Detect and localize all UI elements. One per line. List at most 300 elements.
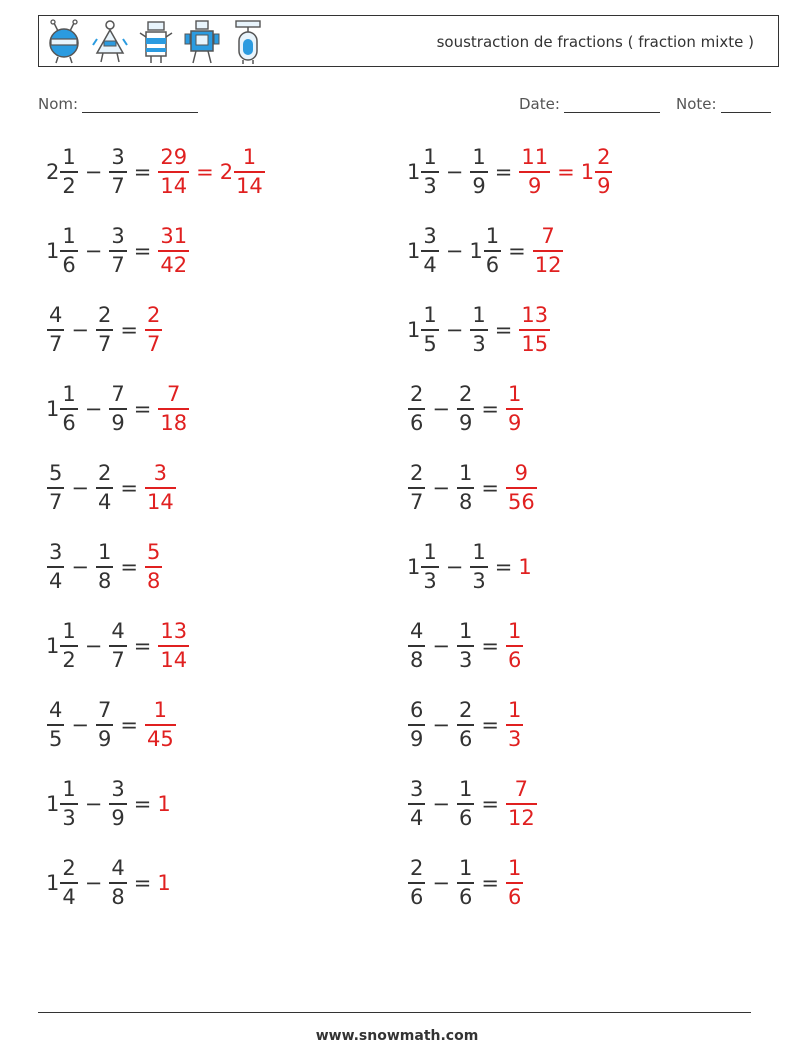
answer-value-numerator: 1 — [507, 382, 522, 407]
minuend-numerator: 1 — [62, 145, 76, 170]
minuend-denominator: 7 — [49, 489, 63, 514]
equals-sign: = — [481, 397, 499, 421]
worksheet-header — [38, 15, 779, 67]
minuend-whole: 2 — [46, 159, 60, 184]
minuend-denominator: 3 — [62, 805, 76, 830]
answer — [505, 621, 524, 671]
answer-value-fraction — [145, 463, 176, 513]
answer-mixed-whole: 2 — [219, 159, 234, 184]
minus-sign: − — [84, 634, 103, 658]
answer-value-numerator: 1 — [507, 619, 522, 644]
date-label: Date: — [519, 95, 560, 113]
subtrahend-fraction — [96, 700, 113, 750]
subtrahend-numerator: 7 — [111, 382, 125, 407]
footer-website: www.snowmath.com — [315, 1028, 479, 1044]
subtrahend-fraction — [470, 147, 487, 197]
answer-value-numerator: 29 — [160, 145, 188, 170]
subtrahend-fraction — [109, 858, 126, 908]
minuend-fraction — [408, 700, 425, 750]
subtrahend — [456, 621, 475, 671]
answer-value-numerator: 7 — [541, 224, 555, 249]
equals-sign: = — [120, 476, 138, 500]
answer-value — [157, 791, 171, 816]
subtrahend — [108, 384, 127, 434]
answer-value-denominator: 12 — [507, 805, 535, 830]
answer-value-numerator: 1 — [153, 698, 168, 723]
minuend — [46, 305, 65, 355]
equals-sign: = — [120, 713, 138, 737]
problem-8 — [407, 374, 524, 444]
subtrahend-fraction — [96, 305, 113, 355]
subtrahend-fraction — [470, 305, 487, 355]
answer — [157, 791, 171, 816]
minuend — [46, 542, 65, 592]
score-field — [676, 95, 771, 113]
subtrahend-fraction — [109, 226, 126, 276]
minuend — [46, 384, 79, 434]
answer-mixed-denominator: 14 — [236, 173, 263, 198]
answer-value-numerator: 7 — [167, 382, 181, 407]
minuend-fraction — [408, 858, 425, 908]
problem-1 — [46, 137, 266, 207]
minuend-denominator: 2 — [62, 173, 76, 198]
answer-mixed-numerator: 2 — [597, 145, 611, 170]
subtrahend-numerator: 3 — [111, 145, 125, 170]
subtrahend-denominator: 9 — [97, 726, 112, 751]
subtrahend-denominator: 6 — [458, 726, 473, 751]
equals-sign: = — [481, 792, 499, 816]
answer-value-whole: 1 — [518, 554, 532, 579]
subtrahend-numerator: 3 — [111, 777, 125, 802]
subtrahend-denominator: 7 — [97, 331, 112, 356]
answer-value — [505, 384, 524, 434]
minus-sign: − — [445, 239, 464, 263]
subtrahend-numerator: 1 — [458, 777, 473, 802]
answer-value-fraction — [158, 147, 189, 197]
problem-15 — [46, 690, 177, 760]
subtrahend-fraction — [457, 779, 474, 829]
minuend-fraction — [60, 621, 77, 671]
subtrahend-numerator: 1 — [458, 619, 473, 644]
minuend — [407, 147, 440, 197]
answer-value-whole: 1 — [157, 870, 171, 895]
minuend-numerator: 3 — [410, 777, 424, 802]
minuend-whole: 1 — [46, 238, 60, 263]
subtrahend-fraction — [457, 463, 474, 513]
answer-value — [518, 554, 532, 579]
subtrahend — [469, 147, 488, 197]
minuend-numerator: 1 — [423, 145, 437, 170]
subtrahend — [95, 700, 114, 750]
subtrahend-denominator: 9 — [111, 410, 125, 435]
equals-sign: = — [133, 792, 152, 816]
minuend-fraction — [47, 542, 64, 592]
problem-16 — [407, 690, 524, 760]
minuend-whole: 1 — [46, 791, 60, 816]
answer — [157, 147, 265, 197]
minuend — [407, 542, 440, 592]
subtrahend — [456, 779, 475, 829]
minuend-whole: 1 — [407, 238, 421, 263]
minuend-fraction — [408, 621, 425, 671]
answer — [532, 226, 565, 276]
answer-value — [505, 621, 524, 671]
minuend — [46, 621, 79, 671]
minuend-fraction — [60, 858, 77, 908]
minus-sign: − — [84, 239, 103, 263]
subtrahend — [95, 542, 114, 592]
answer-value-fraction — [158, 621, 189, 671]
subtrahend-denominator: 9 — [458, 410, 473, 435]
answer-value-denominator: 14 — [160, 647, 188, 672]
subtrahend — [95, 463, 114, 513]
minuend-whole: 1 — [46, 633, 60, 658]
equals-sign: = — [494, 160, 513, 184]
subtrahend — [456, 700, 475, 750]
equals-sign: = — [133, 634, 152, 658]
problem-6 — [407, 295, 551, 365]
answer-value-fraction — [506, 700, 523, 750]
answer — [144, 700, 177, 750]
minuend-numerator: 2 — [410, 461, 424, 486]
name-blank[interactable] — [82, 97, 198, 113]
answer — [518, 305, 551, 355]
minuend — [407, 700, 426, 750]
minuend-denominator: 4 — [423, 252, 437, 277]
robot-icon-row — [46, 19, 266, 65]
subtrahend — [469, 542, 488, 592]
subtrahend-denominator: 6 — [458, 884, 473, 909]
answer-value-numerator: 5 — [146, 540, 161, 565]
answer-value-numerator: 31 — [160, 224, 188, 249]
minus-sign: − — [432, 792, 450, 816]
answer — [157, 226, 190, 276]
equals-sign: = — [481, 713, 499, 737]
minuend-fraction — [421, 542, 438, 592]
subtrahend — [108, 858, 127, 908]
answer-value-denominator: 8 — [146, 568, 161, 593]
answer-value-denominator: 12 — [534, 252, 562, 277]
subtrahend-whole: 1 — [469, 238, 483, 263]
minuend-fraction — [47, 700, 64, 750]
minuend — [407, 463, 426, 513]
minus-sign: − — [84, 397, 103, 421]
answer-value — [157, 384, 190, 434]
problem-5 — [46, 295, 163, 365]
answer-value — [505, 700, 524, 750]
problem-11 — [46, 532, 163, 602]
answer-value — [157, 870, 171, 895]
answer-mixed-denominator: 9 — [597, 173, 611, 198]
minuend-numerator: 4 — [49, 303, 63, 328]
subtrahend-numerator: 2 — [458, 698, 473, 723]
answer-value-fraction — [506, 858, 523, 908]
minuend-fraction — [47, 305, 64, 355]
equals-sign: = — [481, 476, 499, 500]
minuend-denominator: 9 — [410, 726, 424, 751]
answer — [505, 779, 538, 829]
answer — [144, 463, 177, 513]
answer-value — [518, 305, 551, 355]
minuend-denominator: 4 — [410, 805, 424, 830]
minus-sign: − — [84, 792, 103, 816]
answer-value — [157, 147, 190, 197]
subtrahend-denominator: 3 — [458, 647, 473, 672]
minuend-fraction — [60, 384, 77, 434]
subtrahend-denominator: 9 — [111, 805, 125, 830]
answer-value-denominator: 45 — [146, 726, 174, 751]
answer-value-numerator: 1 — [507, 698, 522, 723]
subtrahend — [95, 305, 114, 355]
minuend-whole: 1 — [46, 396, 60, 421]
subtrahend-fraction — [457, 700, 474, 750]
minus-sign: − — [432, 634, 450, 658]
subtrahend — [108, 779, 127, 829]
minuend-denominator: 3 — [423, 568, 437, 593]
equals-sign: = — [133, 397, 152, 421]
answer — [505, 384, 524, 434]
minuend-numerator: 3 — [423, 224, 437, 249]
answer — [144, 542, 163, 592]
answer-value-whole: 1 — [157, 791, 171, 816]
answer-mixed-numerator: 1 — [242, 145, 257, 170]
minuend-denominator: 6 — [410, 410, 424, 435]
answer-value-numerator: 11 — [521, 145, 549, 170]
subtrahend-numerator: 1 — [458, 461, 473, 486]
answer-value-denominator: 9 — [528, 173, 542, 198]
subtrahend-numerator: 2 — [97, 303, 112, 328]
minuend-numerator: 1 — [62, 777, 76, 802]
minuend-numerator: 1 — [423, 303, 437, 328]
minuend — [407, 384, 426, 434]
answer-value — [144, 542, 163, 592]
answer-value-denominator: 9 — [507, 410, 522, 435]
minuend-numerator: 1 — [62, 619, 76, 644]
answer-mixed-fraction — [234, 147, 265, 197]
answer-value-fraction — [145, 542, 162, 592]
answer-value-numerator: 9 — [514, 461, 529, 486]
answer-value-numerator: 13 — [160, 619, 188, 644]
subtrahend-numerator: 2 — [458, 382, 473, 407]
answer-value-denominator: 18 — [160, 410, 188, 435]
subtrahend-numerator: 4 — [111, 856, 125, 881]
answer-value-fraction — [158, 384, 189, 434]
minuend — [46, 463, 65, 513]
answer-value-denominator: 6 — [507, 647, 522, 672]
minuend-numerator: 2 — [62, 856, 76, 881]
subtrahend — [108, 621, 127, 671]
subtrahend-denominator: 3 — [472, 331, 486, 356]
footer-rule — [38, 1012, 751, 1013]
answer-value-fraction — [145, 700, 176, 750]
minuend-denominator: 4 — [49, 568, 63, 593]
subtrahend-denominator: 7 — [111, 252, 125, 277]
minuend-whole: 1 — [407, 159, 421, 184]
subtrahend-numerator: 1 — [472, 540, 486, 565]
date-blank[interactable] — [564, 97, 660, 113]
subtrahend-fraction — [470, 542, 487, 592]
answer-value — [505, 463, 538, 513]
subtrahend — [469, 305, 488, 355]
answer-value — [144, 305, 163, 355]
answer — [157, 621, 190, 671]
minuend-fraction — [421, 305, 438, 355]
minuend — [46, 700, 65, 750]
minuend-denominator: 8 — [410, 647, 424, 672]
score-blank[interactable] — [721, 97, 771, 113]
equals-sign: = — [133, 239, 152, 263]
subtrahend-denominator: 6 — [485, 252, 500, 277]
subtrahend — [108, 226, 127, 276]
minus-sign: − — [445, 555, 464, 579]
problem-13 — [46, 611, 190, 681]
answer-value-fraction — [519, 147, 550, 197]
minuend-fraction — [408, 463, 425, 513]
problem-10 — [407, 453, 538, 523]
subtrahend-fraction — [109, 384, 126, 434]
minuend-denominator: 2 — [62, 647, 76, 672]
minuend-denominator: 4 — [62, 884, 76, 909]
answer-value-numerator: 7 — [514, 777, 529, 802]
answer-value-numerator: 3 — [153, 461, 168, 486]
answer-equals-sign: = — [557, 160, 575, 184]
answer-value — [505, 779, 538, 829]
minuend-denominator: 6 — [62, 410, 76, 435]
minus-sign: − — [432, 476, 450, 500]
problem-18 — [407, 769, 538, 839]
subtrahend-numerator: 3 — [111, 224, 125, 249]
answer — [518, 554, 532, 579]
subtrahend-fraction — [457, 858, 474, 908]
equals-sign: = — [494, 318, 513, 342]
subtrahend-numerator: 1 — [97, 540, 112, 565]
subtrahend-fraction — [484, 226, 501, 276]
subtrahend-denominator: 8 — [97, 568, 112, 593]
subtrahend-denominator: 9 — [472, 173, 486, 198]
minus-sign: − — [71, 476, 89, 500]
minuend-denominator: 5 — [423, 331, 437, 356]
minuend — [407, 305, 440, 355]
subtrahend-denominator: 8 — [458, 489, 473, 514]
minuend-numerator: 1 — [62, 224, 76, 249]
minus-sign: − — [84, 160, 103, 184]
problem-3 — [46, 216, 190, 286]
minus-sign: − — [71, 713, 89, 737]
answer-value — [157, 226, 190, 276]
answer-value-fraction — [533, 226, 564, 276]
answer — [157, 384, 190, 434]
subtrahend-fraction — [109, 621, 126, 671]
square-robot-icon — [184, 19, 220, 65]
problem-4 — [407, 216, 564, 286]
subtrahend — [456, 463, 475, 513]
subtrahend-numerator: 1 — [472, 145, 486, 170]
answer-value-numerator: 2 — [146, 303, 161, 328]
minuend — [407, 858, 426, 908]
problem-17 — [46, 769, 171, 839]
problem-19 — [46, 848, 171, 918]
minuend-numerator: 5 — [49, 461, 63, 486]
answer — [157, 870, 171, 895]
minuend-fraction — [421, 226, 438, 276]
box-robot-icon — [138, 19, 174, 65]
name-field — [38, 95, 198, 113]
minuend-numerator: 4 — [410, 619, 424, 644]
subtrahend — [456, 384, 475, 434]
answer-equals-sign: = — [196, 160, 214, 184]
minuend-numerator: 1 — [423, 540, 437, 565]
equals-sign: = — [120, 555, 138, 579]
minus-sign: − — [71, 318, 89, 342]
minuend-numerator: 2 — [410, 382, 424, 407]
answer-value-denominator: 56 — [507, 489, 535, 514]
problem-7 — [46, 374, 190, 444]
minus-sign: − — [432, 713, 450, 737]
answer-value-fraction — [506, 779, 537, 829]
subtrahend-fraction — [96, 463, 113, 513]
subtrahend-fraction — [96, 542, 113, 592]
answer-mixed-fraction — [595, 147, 612, 197]
answer — [505, 858, 524, 908]
minuend — [46, 779, 79, 829]
answer-mixed — [220, 147, 266, 197]
minuend-fraction — [408, 384, 425, 434]
subtrahend — [469, 226, 502, 276]
name-label: Nom: — [38, 95, 79, 113]
minuend-numerator: 4 — [49, 698, 63, 723]
answer-mixed-whole: 1 — [580, 159, 595, 184]
minuend-fraction — [60, 147, 77, 197]
answer — [505, 463, 538, 513]
minus-sign: − — [71, 555, 89, 579]
answer-value-denominator: 3 — [507, 726, 522, 751]
minuend-denominator: 7 — [49, 331, 63, 356]
answer-value-denominator: 42 — [160, 252, 188, 277]
answer-value — [532, 226, 565, 276]
subtrahend — [456, 858, 475, 908]
answer-value — [518, 147, 551, 197]
minuend — [46, 147, 79, 197]
answer — [518, 147, 613, 197]
subtrahend-denominator: 8 — [111, 884, 125, 909]
minuend-numerator: 1 — [62, 382, 76, 407]
minuend-denominator: 6 — [62, 252, 76, 277]
minuend-denominator: 5 — [49, 726, 63, 751]
minuend-whole: 1 — [407, 317, 421, 342]
answer — [144, 305, 163, 355]
minuend-denominator: 3 — [423, 173, 437, 198]
problem-14 — [407, 611, 524, 681]
subtrahend-denominator: 7 — [111, 173, 125, 198]
minuend — [407, 621, 426, 671]
subtrahend-fraction — [457, 384, 474, 434]
answer-value-fraction — [145, 305, 162, 355]
minus-sign: − — [432, 871, 450, 895]
equals-sign: = — [481, 871, 499, 895]
answer-value-denominator: 14 — [146, 489, 174, 514]
problem-9 — [46, 453, 177, 523]
minuend — [46, 226, 79, 276]
subtrahend-denominator: 6 — [458, 805, 473, 830]
answer-value-fraction — [506, 621, 523, 671]
subtrahend-denominator: 4 — [97, 489, 112, 514]
minuend-fraction — [60, 226, 77, 276]
problem-20 — [407, 848, 524, 918]
answer-value — [505, 858, 524, 908]
date-field — [519, 95, 660, 113]
equals-sign: = — [133, 871, 152, 895]
round-robot-icon — [46, 19, 82, 65]
